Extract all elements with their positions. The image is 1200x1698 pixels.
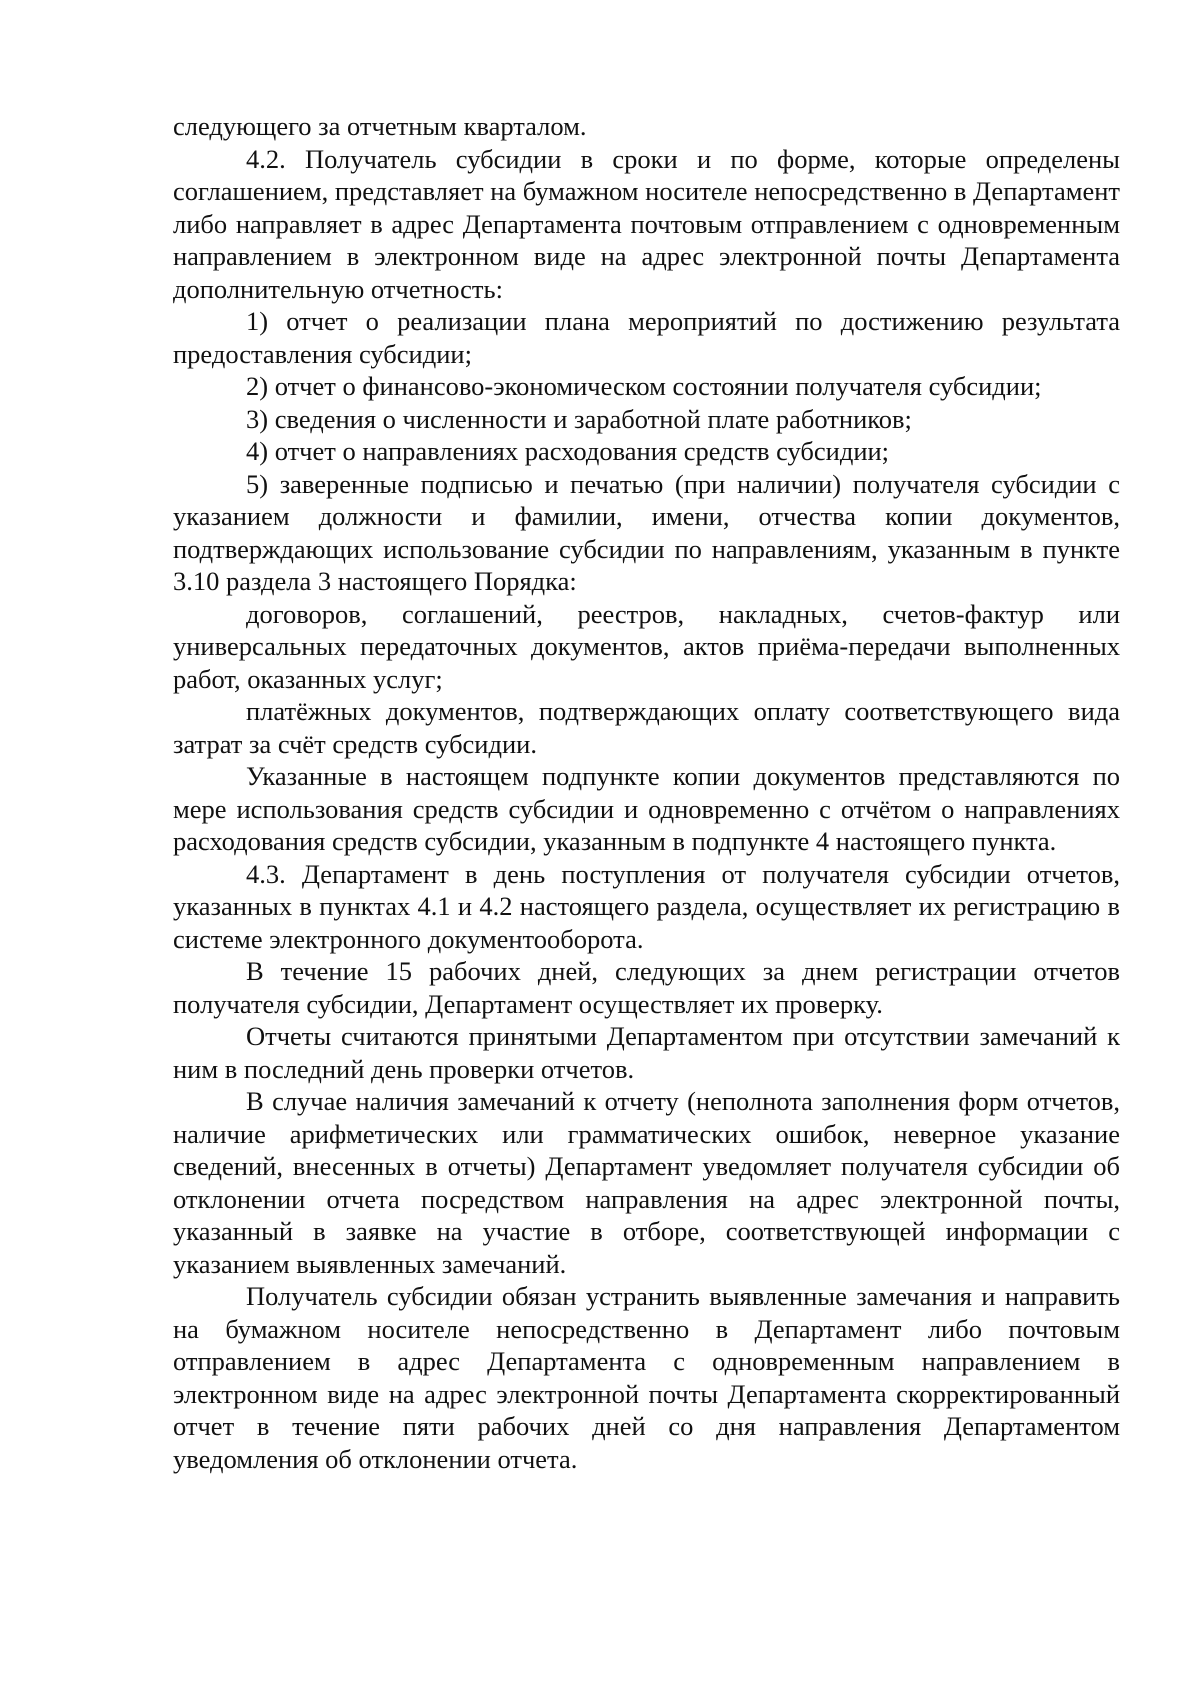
- paragraph-4-2: 4.2. Получатель субсидии в сроки и по форме, которые определены соглашением, представляет на бумажном носителе непосредственно в Департамент либо направляет в адрес Департамента почтовым отправлением с одновременным направлением в электронном виде на адрес электронной почты Департамента дополнительную отчетность:: [173, 143, 1120, 304]
- sub-item-contracts: договоров, соглашений, реестров, накладных, счетов-фактур или универсальных передаточных документов, актов приёма-передачи выполненных работ, оказанных услуг;: [173, 598, 1120, 694]
- paragraph-4-3: 4.3. Департамент в день поступления от получателя субсидии отчетов, указанных в пунктах 4.1 и 4.2 настоящего раздела, осуществляет их регистрацию в системе электронного документооборота.: [173, 858, 1120, 954]
- paragraph-continuation: следующего за отчетным кварталом.: [173, 111, 587, 141]
- sub-item-payments: платёжных документов, подтверждающих оплату соответствующего вида затрат за счёт средств субсидии.: [173, 696, 1120, 759]
- document-page: [173, 110, 1120, 1475]
- paragraph-acceptance: Отчеты считаются принятыми Департаментом при отсутствии замечаний к ним в последний день проверки отчетов.: [173, 1021, 1120, 1084]
- paragraph-review-period: В течение 15 рабочих дней, следующих за днем регистрации отчетов получателя субсидии, Департамент осуществляет их проверку.: [173, 956, 1120, 1019]
- list-item-4: 4) отчет о направлениях расходования средств субсидии;: [246, 436, 890, 466]
- list-item-5: 5) заверенные подписью и печатью (при наличии) получателя субсидии с указанием должности и фамилии, имени, отчества копии документов, подтверждающих использование субсидии по направлениям, указанным в пункте 3.10 раздела 3 настоящего Порядка:: [173, 468, 1120, 596]
- paragraph-rejection: В случае наличия замечаний к отчету (неполнота заполнения форм отчетов, наличие арифметических или грамматических ошибок, неверное указание сведений, внесенных в отчеты) Департамент уведомляет получателя субсидии об отклонении отчета посредством направления на адрес электронной почты, указанный в заявке на участие в отборе, соответствующей информации с указанием выявленных замечаний.: [173, 1086, 1120, 1279]
- list-item-2: 2) отчет о финансово-экономическом состоянии получателя субсидии;: [246, 371, 1042, 401]
- list-item-1: 1) отчет о реализации плана мероприятий по достижению результата предоставления субсидии;: [173, 306, 1120, 369]
- paragraph-copies: Указанные в настоящем подпункте копии документов представляются по мере использования средств субсидии и одновременно с отчётом о направлениях расходования средств субсидии, указанным в подпункте 4 настоящего пункта.: [173, 761, 1120, 856]
- list-item-3: 3) сведения о численности и заработной плате работников;: [246, 403, 912, 434]
- paragraph-correction: Получатель субсидии обязан устранить выявленные замечания и направить на бумажном носителе непосредственно в Департамент либо почтовым отправлением в адрес Департамента с одновременным направлением в электронном виде на адрес электронной почты Департамента скорректированный отчет в течение пяти рабочих дней со дня направления Департаментом уведомления об отклонении отчета.: [173, 1281, 1120, 1474]
